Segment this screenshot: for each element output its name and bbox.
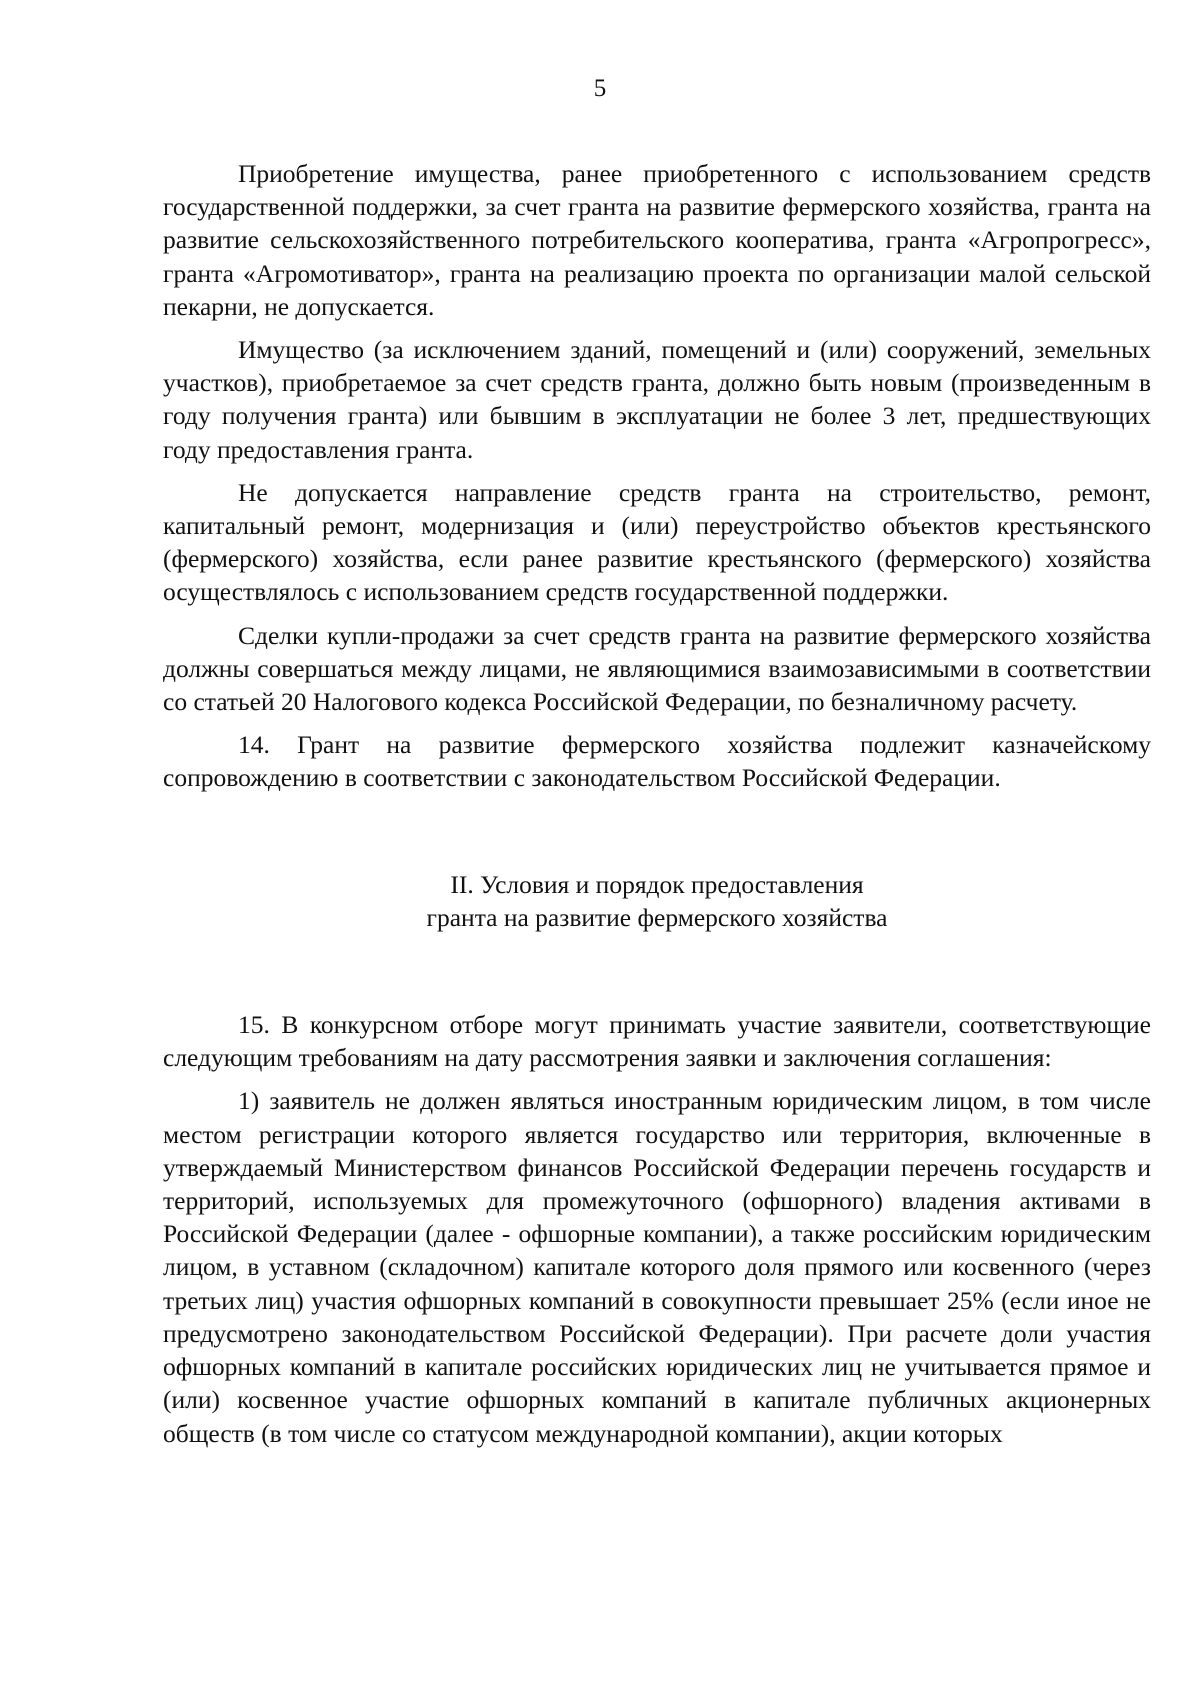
paragraph-construction-prohibited: Не допускается направление средств гранта на строительство, ремонт, капитальный ремонт, модернизация и (или) переустройство объектов крестьянского (фермерского) хозяйства, если ранее развитие крестьянского (фермерского) хозяйства осуществлялось с использованием средств государственной поддержки. — [163, 477, 1151, 607]
paragraph-item-14: 14. Грант на развитие фермерского хозяйства подлежит казначейскому сопровождению в соответствии с законодательством Российской Федерации. — [163, 730, 1151, 793]
paragraph-subitem-1: 1) заявитель не должен являться иностранным юридическим лицом, в том числе местом регистрации которого является государство или территория, включенные в утверждаемый Министерством финансов Российской Федерации перечень государств и территорий, используемых для промежуточного (офшорного) владения активами в Российской Федерации (далее - офшорные компании), а также российским юридическим лицом, в уставном (складочном) капитале которого доля прямого или косвенного (через третьих лиц) участия офшорных компаний в совокупности превышает 25% (если иное не предусмотрено законодательством Российской Федерации). При расчете доли участия офшорных компаний в капитале российских юридических лиц не учитывается прямое и (или) косвенное участие офшорных компаний в капитале публичных акционерных обществ (в том числе со статусом международной компании), акции которых — [163, 1086, 1151, 1448]
section-heading-line-2: гранта на развитие фермерского хозяйства — [426, 902, 888, 932]
paragraph-item-15: 15. В конкурсном отборе могут принимать участие заявители, соответствующие следующим требованиям на дату рассмотрения заявки и заключения соглашения: — [163, 1010, 1151, 1073]
page-number: 5 — [593, 75, 607, 102]
paragraph-transactions: Сделки купли-продажи за счет средств гранта на развитие фермерского хозяйства должны совершаться между лицами, не являющимися взаимозависимыми в соответствии со статьей 20 Налогового кодекса Российской Федерации, по безналичному расчету. — [163, 620, 1151, 717]
section-heading — [163, 868, 1151, 934]
document-body — [163, 157, 1151, 1460]
section-heading-line-1: II. Условия и порядок предоставления — [450, 869, 864, 899]
paragraph-property-acquisition: Приобретение имущества, ранее приобретенного с использованием средств государственной поддержки, за счет гранта на развитие фермерского хозяйства, гранта на развитие сельскохозяйственного потребительского кооператива, гранта «Агропрогресс», гранта «Агромотиватор», гранта на реализацию проекта по организации малой сельской пекарни, не допускается. — [163, 159, 1151, 321]
paragraph-property-new: Имущество (за исключением зданий, помещений и (или) сооружений, земельных участков), приобретаемое за счет средств гранта, должно быть новым (произведенным в году получения гранта) или бывшим в эксплуатации не более 3 лет, предшествующих году предоставления гранта. — [163, 335, 1151, 464]
